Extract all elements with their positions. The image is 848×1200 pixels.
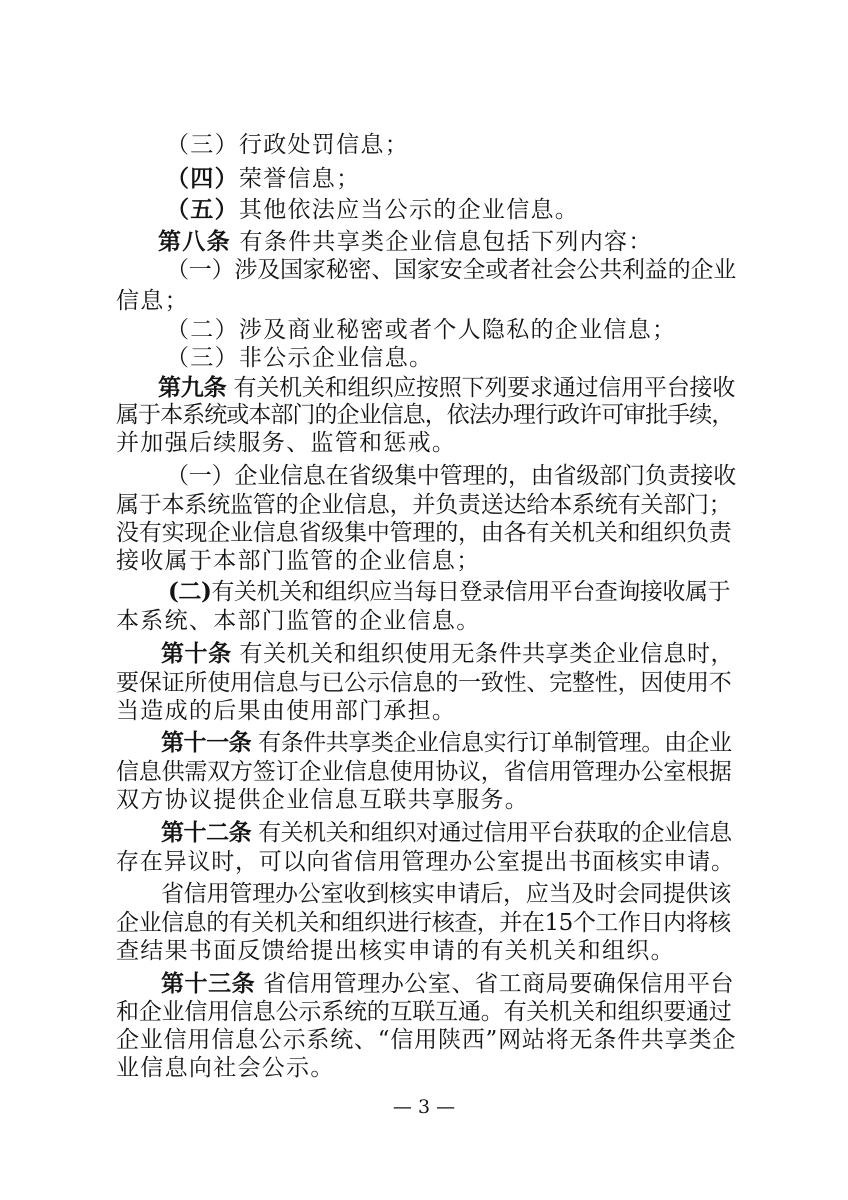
article-heading: 第十一条 有条件共享类企业信息实行订单制管理。由企业 — [161, 729, 732, 756]
article-heading: 第十三条 省信用管理办公室、省工商局要确保信用平台 — [161, 970, 735, 997]
text-line: 属于本系统监管的企业信息，并负责送达给本系统有关部门； — [116, 492, 732, 518]
text-line: （三）行政处罚信息； — [166, 132, 409, 158]
text-line: 信息； — [116, 288, 189, 314]
article-heading: 第十二条 有关机关和组织对通过信用平台获取的企业信息 — [161, 819, 732, 846]
text-line: 接收属于本部门监管的企业信息； — [116, 548, 481, 574]
text-line: 业信息向社会公示。 — [116, 1055, 335, 1081]
text-line: 并加强后续服务、监管和惩戒。 — [116, 430, 457, 456]
text-line: （二）涉及商业秘密或者个人隐私的企业信息； — [166, 317, 677, 343]
text-line: 双方协议提供企业信息互联共享服务。 — [116, 787, 530, 813]
text-line: 查结果书面反馈给提出核实申请的有关机关和组织。 — [116, 938, 675, 964]
text-line: 本系统、本部门监管的企业信息。 — [116, 608, 481, 634]
text-line: 企业信用信息公示系统、“信用陕西”网站将无条件共享类企 — [116, 1027, 737, 1053]
text-line: 要保证所使用信息与已公示信息的一致性、完整性，因使用不 — [116, 670, 732, 696]
text-line: 没有实现企业信息省级集中管理的，由各有关机关和组织负责 — [116, 520, 732, 546]
text-line: （三）非公示企业信息。 — [166, 345, 434, 371]
article-heading: 第十条 有关机关和组织使用无条件共享类企业信息时， — [161, 640, 735, 667]
page-number: — 3 — — [392, 1096, 456, 1118]
text-line: (二)有关机关和组织应当每日登录信用平台查询接收属于 — [168, 578, 731, 605]
text-line: 属于本系统或本部门的企业信息，依法办理行政许可审批手续， — [116, 402, 734, 428]
text-line: （一）涉及国家秘密、国家安全或者社会公共利益的企业 — [166, 257, 737, 283]
text-line: 当造成的后果由使用部门承担。 — [116, 698, 457, 724]
text-line: 和企业信用信息公示系统的互联互通。有关机关和组织要通过 — [116, 999, 732, 1025]
article-heading: 第九条 有关机关和组织应按照下列要求通过信用平台接收 — [158, 374, 736, 401]
text-line: 企业信息的有关机关和组织进行核查，并在15个工作日内将核 — [116, 910, 731, 936]
article-heading: 第八条 有条件共享类企业信息包括下列内容： — [158, 228, 653, 255]
text-line: （五）其他依法应当公示的企业信息。 — [166, 196, 580, 223]
text-line: （四）荣誉信息； — [166, 165, 361, 192]
text-line: 信息供需双方签订企业信息使用协议，省信用管理办公室根据 — [116, 759, 732, 785]
text-line: 存在异议时，可以向省信用管理办公室提出书面核实申请。 — [116, 849, 735, 875]
text-line: 省信用管理办公室收到核实申请后，应当及时会同提供该 — [161, 881, 732, 907]
text-line: （一）企业信息在省级集中管理的，由省级部门负责接收 — [166, 463, 737, 489]
